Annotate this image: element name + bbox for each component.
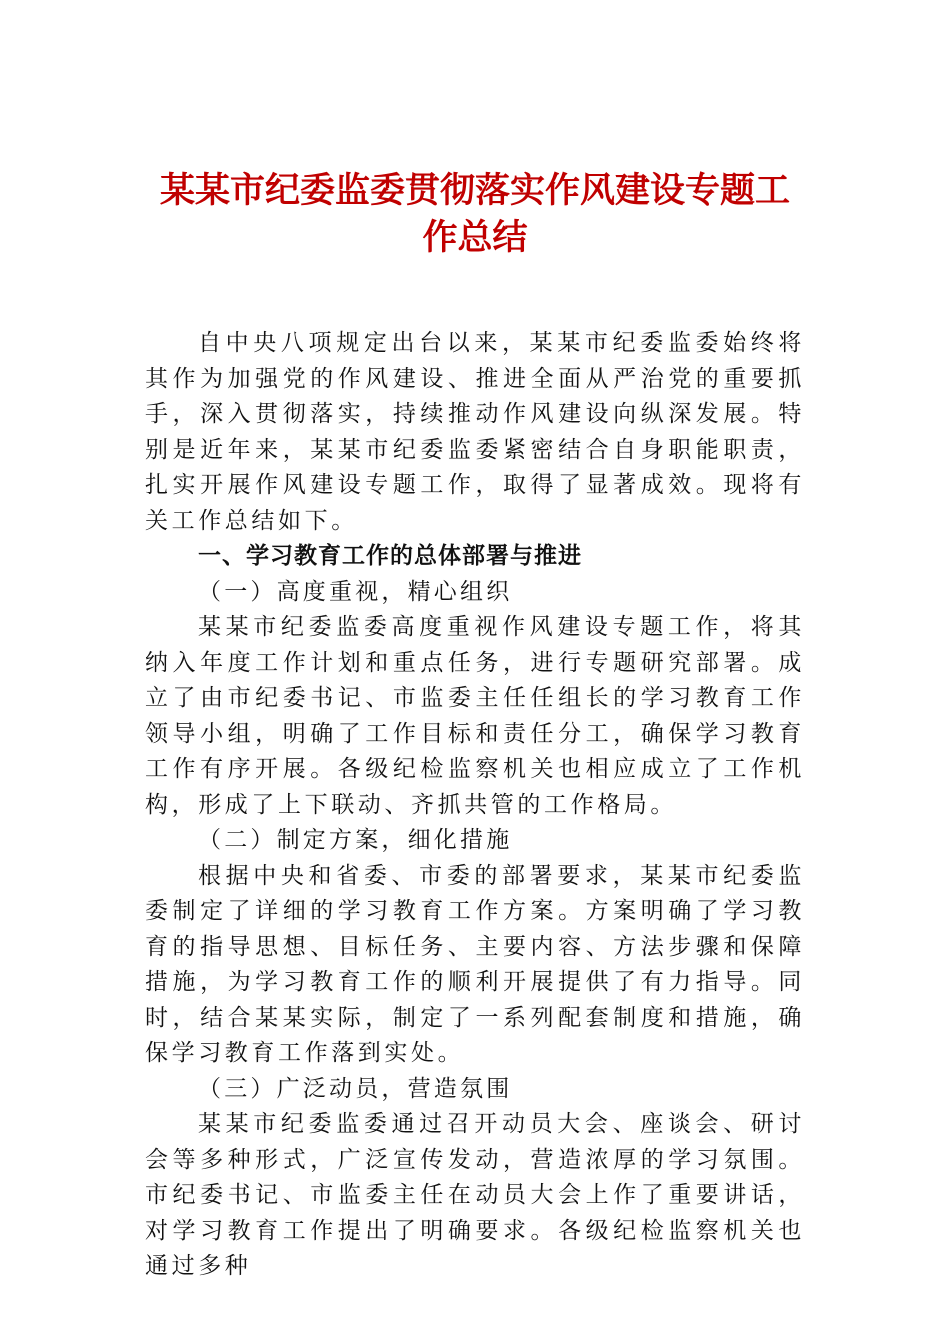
subsection-3-heading: （三）广泛动员，营造氛围 bbox=[198, 1075, 513, 1102]
subsection-1-heading: （一）高度重视，精心组织 bbox=[198, 578, 513, 605]
subsection-3-paragraph: 某某市纪委监委通过召开动员大会、座谈会、研讨会等多种形式，广泛宣传发动，营造浓厚的学习氛围。市纪委书记、市监委主任在动员大会上作了重要讲话，对学习教育工作提出了明确要求。各级纪检监察机关也通过多种 bbox=[145, 1111, 805, 1279]
section-1-heading: 一、学习教育工作的总体部署与推进 bbox=[198, 543, 582, 569]
intro-paragraph: 自中央八项规定出台以来，某某市纪委监委始终将其作为加强党的作风建设、推进全面从严治党的重要抓手，深入贯彻落实，持续推动作风建设向纵深发展。特别是近年来，某某市纪委监委紧密结合自身职能职责，扎实开展作风建设专题工作，取得了显著成效。现将有关工作总结如下。 bbox=[145, 330, 805, 534]
subsection-2-paragraph: 根据中央和省委、市委的部署要求，某某市纪委监委制定了详细的学习教育工作方案。方案明确了学习教育的指导思想、目标任务、主要内容、方法步骤和保障措施，为学习教育工作的顺利开展提供了有力指导。同时，结合某某实际，制定了一系列配套制度和措施，确保学习教育工作落到实处。 bbox=[145, 862, 805, 1066]
document-title-line-2: 作总结 bbox=[422, 217, 528, 258]
document-body bbox=[145, 326, 805, 1285]
subsection-2-heading: （二）制定方案，细化措施 bbox=[198, 827, 513, 853]
subsection-1-paragraph: 某某市纪委监委高度重视作风建设专题工作，将其纳入年度工作计划和重点任务，进行专题研究部署。成立了由市纪委书记、市监委主任任组长的学习教育工作领导小组，明确了工作目标和责任分工，确保学习教育工作有序开展。各级纪检监察机关也相应成立了工作机构，形成了上下联动、齐抓共管的工作格局。 bbox=[145, 614, 805, 818]
document-title-line-1: 某某市纪委监委贯彻落实作风建设专题工 bbox=[159, 170, 790, 211]
